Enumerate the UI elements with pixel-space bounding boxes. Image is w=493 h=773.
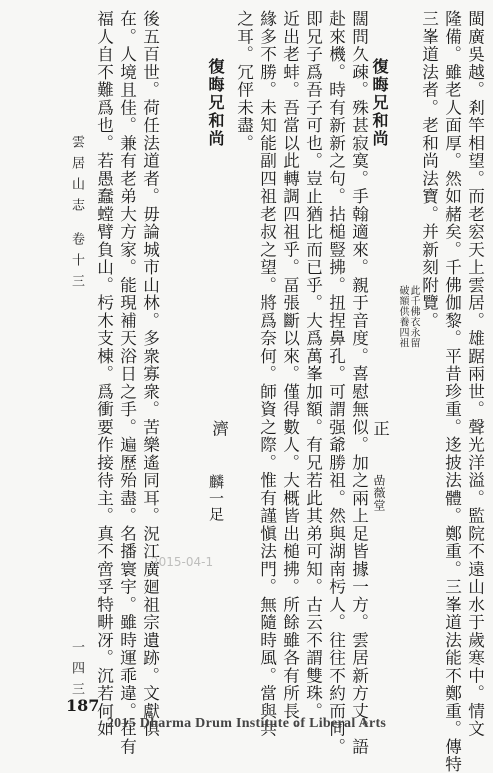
text-column-6: 即兄子爲吾子可也。豈止猶比而已乎。大爲萬峯加額。有兄若此其弟可知。古云不謂雙珠。 [303,10,323,720]
book-title: 雲居山志 [69,135,84,219]
text-column-9: 之耳。冗伻未盡。 [234,10,254,152]
footer-watermark: 2015 Dharma Drum Institute of Liberal Arts [106,716,387,731]
note-column-1: 此千佛衣永留 [408,285,419,348]
section-heading-1: 復晦兄和尚 [370,58,389,148]
text-column-7: 近出老蚌。吾當以此轉調四祖乎。畐張斷以來。僅得數人。大概皆出槌拂。所餘雖各有所長。 [280,10,300,738]
text-column-5: 赴來機。時有新新之句。拈槌豎拂。扭捏鼻孔。可謂强爺勝祖。然與湖南杇人。往往不約而同。 [326,10,346,756]
text-column-12: 福人自不難爲也。若愚蠢螳臂負山。杇木支棟。爲衝要作接待主。真不啻孚特畊冴。沉若何如 [94,10,114,738]
text-column-4: 闊問久疎。殊甚寂寞。手翰適來。親于音度。喜慰無似。加之兩上足皆據一方。雲居新方丈。語 [349,10,369,756]
text-column-3: 三峯道法者。老和尚法寶。并新刻附覽。 [419,10,439,330]
text-column-10: 後五百世。荷任法道者。毋論城市山林。多衆寡衆。苦樂遙同耳。況江廣廻祖宗遺跡。文獻俱 [140,10,160,738]
text-column-2: 隆備。雖老人面厚。然如赭矣。千佛伽黎。平昔珍重。迻披法體。鄭重。三峯道法能不鄭重。傳特 [442,10,462,773]
signature-bottom-name: 麟一足 [207,474,225,523]
page-number: 187 [66,696,100,715]
text-column-1: 閩廣吳越。剎竿相望。而老䆖天上雲居。雄踞兩世。聲光洋溢。監院不遠山水于歲寒中。情文 [465,10,485,738]
section-heading-2: 復晦兄和尚 [206,58,225,148]
text-column-11: 在。人境且佳。兼有老弟大方家。能現補天浴日之手。遍歷殆盡。名播寰宇。雖時運乖違。在有 [117,10,137,756]
note-column-2: 破額供養四祖 [397,285,408,348]
volume-label: 卷十三 [69,232,84,295]
text-column-8: 緣多不勝。未知能副四祖老叔之望。將爲奈何。師資之際。惟有謹愼法門。無隨時風。當與共 [257,10,277,738]
date-stamp: 2015-04-1 [151,555,214,569]
signature-top-name: 嵒薇堂 [372,474,386,512]
page-number-chinese: 一四三 [69,640,84,703]
signature-bottom-char: 濟 [209,420,229,438]
signature-top-char: 正 [370,420,390,438]
